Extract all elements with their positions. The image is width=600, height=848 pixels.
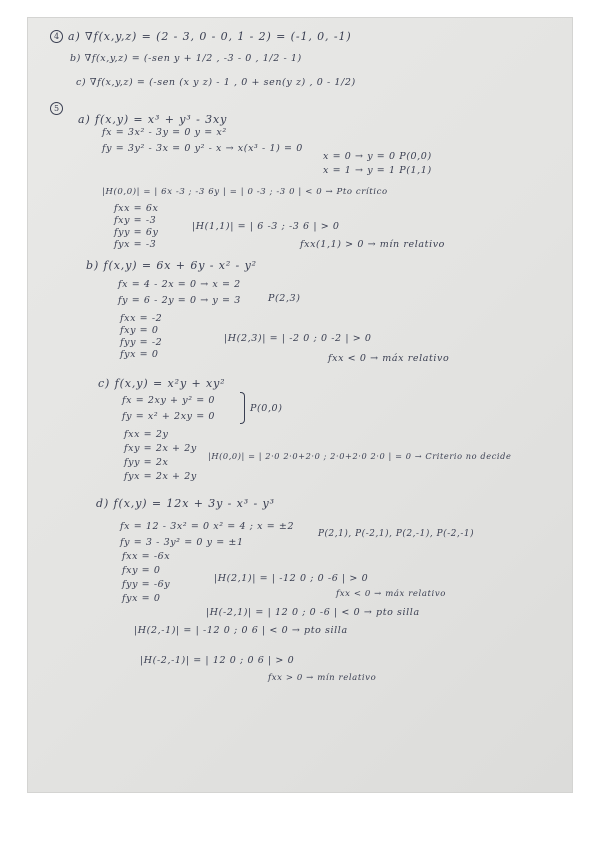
ex5c-function: c) f(x,y) = x²y + xy² bbox=[98, 377, 226, 390]
ex5a-hessian-00: |H(0,0)| = | 6x -3 ; -3 6y | = | 0 -3 ; -3 0 | < 0 → Pto crítico bbox=[102, 187, 388, 197]
ex5b-fyy: fyy = -2 bbox=[120, 337, 163, 348]
ex5a-fxx: fxx = 6x bbox=[114, 203, 159, 214]
ex5d-fxy: fxy = 0 bbox=[122, 565, 161, 576]
ex4-part-c: c) ∇f(x,y,z) = (-sen (x y z) - 1 , 0 + sen(y z) , 0 - 1/2) bbox=[76, 77, 356, 88]
ex5b-fx: fx = 4 - 2x = 0 → x = 2 bbox=[118, 279, 241, 290]
ex5d-fy: fy = 3 - 3y² = 0 y = ±1 bbox=[120, 537, 244, 548]
ex5d-hessian-2-neg1: |H(2,-1)| = | -12 0 ; 0 6 | < 0 → pto silla bbox=[134, 625, 348, 636]
ex5a-fxy: fxy = -3 bbox=[114, 215, 157, 226]
ex5d-hessian-neg2-1: |H(-2,1)| = | 12 0 ; 0 -6 | < 0 → pto silla bbox=[206, 607, 420, 618]
ex5c-point: P(0,0) bbox=[250, 403, 283, 414]
ex5d-fyx: fyx = 0 bbox=[122, 593, 161, 604]
ex5d-fyy: fyy = -6y bbox=[122, 579, 171, 590]
ex5b-function: b) f(x,y) = 6x + 6y - x² - y² bbox=[86, 259, 257, 272]
ex5d-conclusion-2-1: fxx < 0 → máx relativo bbox=[336, 589, 446, 599]
ex5b-hessian: |H(2,3)| = | -2 0 ; 0 -2 | > 0 bbox=[224, 333, 372, 344]
ex5b-conclusion: fxx < 0 → máx relativo bbox=[328, 353, 450, 364]
ex5b-fy: fy = 6 - 2y = 0 → y = 3 bbox=[118, 295, 241, 306]
ex5a-fyx: fyx = -3 bbox=[114, 239, 157, 250]
ex5d-conclusion-neg2-neg1: fxx > 0 → mín relativo bbox=[268, 673, 377, 683]
ex5c-fxx: fxx = 2y bbox=[124, 429, 169, 440]
ex5b-fxx: fxx = -2 bbox=[120, 313, 163, 324]
ex5d-fxx: fxx = -6x bbox=[122, 551, 171, 562]
ex5c-fy: fy = x² + 2xy = 0 bbox=[122, 411, 216, 422]
ex4-part-b: b) ∇f(x,y,z) = (-sen y + 1/2 , -3 - 0 , 1/2 - 1) bbox=[70, 53, 302, 64]
ex5c-system-brace bbox=[240, 392, 245, 424]
ex5b-fyx: fyx = 0 bbox=[120, 349, 159, 360]
ex5d-critical-points: P(2,1), P(-2,1), P(2,-1), P(-2,-1) bbox=[318, 529, 475, 539]
handwritten-page bbox=[28, 18, 572, 792]
ex5d-hessian-2-1: |H(2,1)| = | -12 0 ; 0 -6 | > 0 bbox=[214, 573, 369, 584]
ex5a-conclusion: fxx(1,1) > 0 → mín relativo bbox=[300, 239, 445, 250]
ex5c-hessian: |H(0,0)| = | 2·0 2·0+2·0 ; 2·0+2·0 2·0 | = 0 → Criterio no decide bbox=[208, 451, 512, 461]
ex5d-hessian-neg2-neg1: |H(-2,-1)| = | 12 0 ; 0 6 | > 0 bbox=[140, 655, 295, 666]
ex5a-hessian-11: |H(1,1)| = | 6 -3 ; -3 6 | > 0 bbox=[192, 221, 340, 232]
ex4-part-a: a) ∇f(x,y,z) = (2 - 3, 0 - 0, 1 - 2) = (-1, 0, -1) bbox=[68, 30, 352, 43]
ex5d-fx: fx = 12 - 3x² = 0 x² = 4 ; x = ±2 bbox=[120, 521, 295, 532]
ex5a-function: a) f(x,y) = x³ + y³ - 3xy bbox=[78, 113, 228, 126]
exercise-5-number: 5 bbox=[50, 102, 63, 115]
ex5a-solution-2: x = 1 → y = 1 P(1,1) bbox=[323, 165, 432, 176]
ex5b-point: P(2,3) bbox=[268, 293, 301, 304]
ex5a-solution-1: x = 0 → y = 0 P(0,0) bbox=[323, 151, 432, 162]
ex5a-fyy: fyy = 6y bbox=[114, 227, 159, 238]
ex5c-fxy: fxy = 2x + 2y bbox=[124, 443, 197, 454]
ex5a-fx: fx = 3x² - 3y = 0 y = x² bbox=[102, 127, 227, 138]
ex5d-function: d) f(x,y) = 12x + 3y - x³ - y³ bbox=[96, 497, 275, 510]
ex5c-fyy: fyy = 2x bbox=[124, 457, 169, 468]
ex5a-fy: fy = 3y² - 3x = 0 y² - x → x(x³ - 1) = 0 bbox=[102, 143, 303, 154]
ex5c-fx: fx = 2xy + y² = 0 bbox=[122, 395, 216, 406]
ex5b-fxy: fxy = 0 bbox=[120, 325, 159, 336]
ex5c-fyx: fyx = 2x + 2y bbox=[124, 471, 197, 482]
exercise-4-number: 4 bbox=[50, 30, 63, 43]
